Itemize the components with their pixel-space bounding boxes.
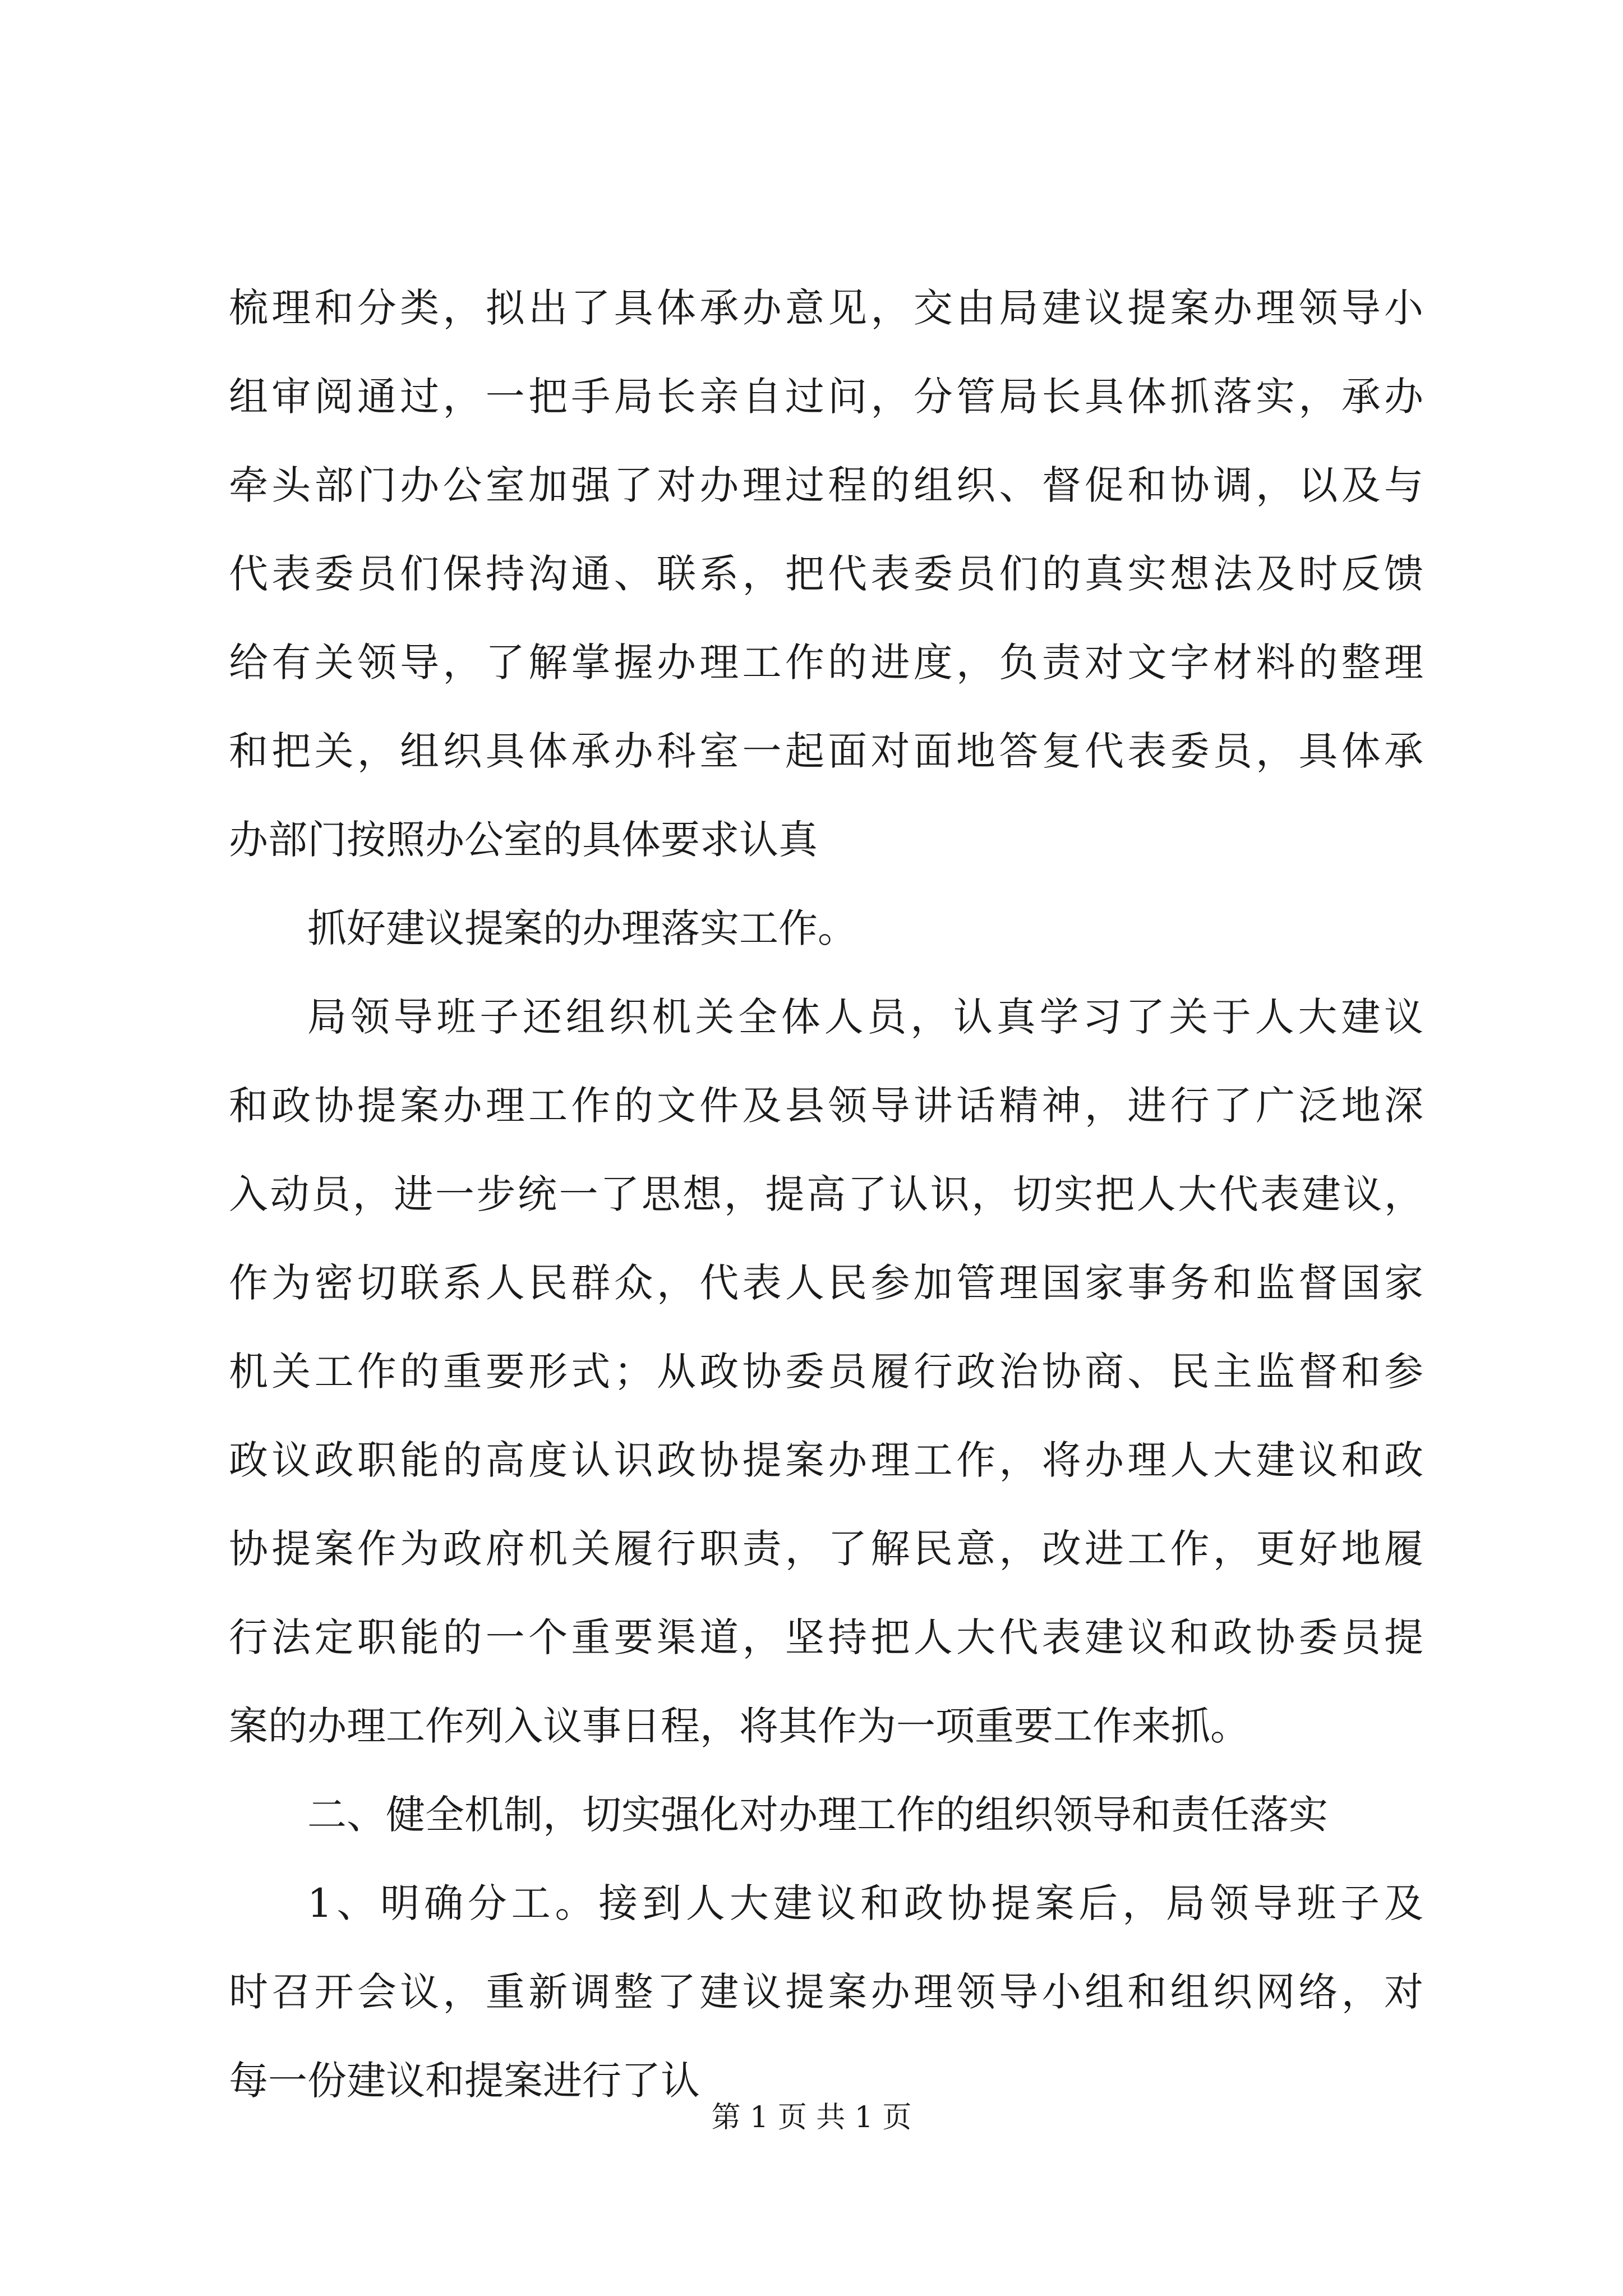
paragraph — [229, 884, 1423, 973]
document-body — [229, 264, 1423, 2125]
paragraph-line: 办部门按照办公室的具体要求认真 — [229, 817, 818, 863]
paragraph-line: 每一份建议和提案进行了认 — [229, 2058, 700, 2104]
paragraph-line: 政议政职能的高度认识政协提案办理工作，将办理人大建议和政 — [229, 1437, 1423, 1483]
paragraph-line: 和政协提案办理工作的文件及县领导讲话精神，进行了广泛地深 — [229, 1083, 1423, 1129]
paragraph-line: 入动员，进一步统一了思想，提高了认识，切实把人大代表建议， — [229, 1171, 1423, 1217]
paragraph — [229, 1859, 1423, 2125]
paragraph-line: 给有关领导，了解掌握办理工作的进度，负责对文字材料的整理 — [229, 639, 1423, 685]
paragraph-line: 案的办理工作列入议事日程，将其作为一项重要工作来抓。 — [229, 1703, 1249, 1749]
paragraph-line: 和把关，组织具体承办科室一起面对面地答复代表委员，具体承 — [229, 728, 1423, 774]
paragraph-line: 1、明确分工。接到人大建议和政协提案后，局领导班子及 — [307, 1880, 1423, 1926]
paragraph — [229, 973, 1423, 1770]
paragraph-line: 协提案作为政府机关履行职责，了解民意，改进工作，更好地履 — [229, 1526, 1423, 1572]
paragraph-line: 代表委员们保持沟通、联系，把代表委员们的真实想法及时反馈 — [229, 551, 1423, 597]
paragraph-line: 抓好建议提案的办理落实工作。 — [307, 905, 857, 951]
paragraph — [229, 1770, 1423, 1859]
paragraph-line: 梳理和分类，拟出了具体承办意见，交由局建议提案办理领导小 — [229, 285, 1423, 331]
paragraph-line: 组审阅通过，一把手局长亲自过问，分管局长具体抓落实，承办 — [229, 374, 1423, 420]
paragraph — [229, 264, 1423, 884]
page-footer: 第 1 页 共 1 页 — [711, 2101, 912, 2134]
paragraph-line: 局领导班子还组织机关全体人员，认真学习了关于人大建议 — [307, 994, 1423, 1040]
paragraph-line: 牵头部门办公室加强了对办理过程的组织、督促和协调，以及与 — [229, 462, 1423, 508]
paragraph-line: 行法定职能的一个重要渠道，坚持把人大代表建议和政协委员提 — [229, 1614, 1423, 1660]
paragraph-line: 时召开会议，重新调整了建议提案办理领导小组和组织网络，对 — [229, 1969, 1423, 2015]
paragraph-line: 作为密切联系人民群众，代表人民参加管理国家事务和监督国家 — [229, 1260, 1423, 1306]
paragraph-line: 机关工作的重要形式；从政协委员履行政治协商、民主监督和参 — [229, 1349, 1423, 1395]
paragraph-line: 二、健全机制，切实强化对办理工作的组织领导和责任落实 — [307, 1792, 1328, 1838]
